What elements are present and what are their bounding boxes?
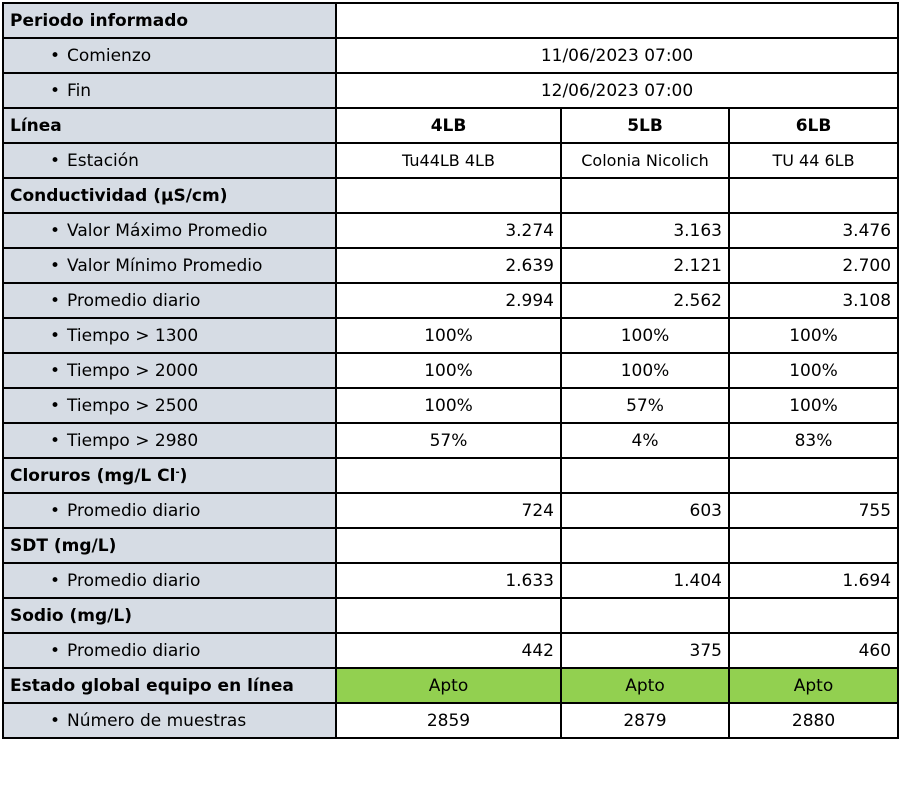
metric-value: 375 [561,633,729,668]
bullet-icon: • [50,395,61,416]
metric-label-cell [3,248,336,283]
percent-value: 100% [336,318,561,353]
status-badge: Apto [561,668,729,703]
metric-value: 1.404 [561,563,729,598]
metric-value: 2.562 [561,283,729,318]
empty-cell [561,458,729,493]
row-fin [3,73,898,108]
bullet-icon: • [50,710,61,731]
empty-cell [729,598,898,633]
sample-count: 2880 [729,703,898,738]
bullet-icon: • [50,255,61,276]
status-badge: Apto [729,668,898,703]
row-linea [3,108,898,143]
metric-label-cell [3,423,336,458]
row-valor-minimo [3,248,898,283]
bullet-icon: • [50,570,61,591]
percent-value: 100% [561,318,729,353]
empty-cell [729,458,898,493]
row-tiempo-1300 [3,318,898,353]
row-sdt [3,528,898,563]
linea-col-5lb: 5LB [561,108,729,143]
empty-cell [336,598,561,633]
bullet-icon: • [50,290,61,311]
cloruros-title-cell [3,458,336,493]
metric-label-cell [3,493,336,528]
estacion-value: Tu44LB 4LB [336,143,561,178]
bullet-icon: • [50,80,61,101]
metric-label-cell [3,633,336,668]
row-conductividad [3,178,898,213]
fin-label: Fin [67,80,92,101]
estacion-label: Estación [67,150,139,171]
metric-value: 442 [336,633,561,668]
metric-value: 724 [336,493,561,528]
sdt-title: SDT (mg/L) [3,528,336,563]
row-sodio-promedio [3,633,898,668]
row-comienzo [3,38,898,73]
metric-value: 3.476 [729,213,898,248]
percent-value: 100% [729,353,898,388]
percent-value: 100% [336,388,561,423]
metric-label: Valor Mínimo Promedio [67,255,263,276]
bullet-icon: • [50,45,61,66]
chloride-superscript: - [175,466,180,478]
row-cloruros [3,458,898,493]
row-tiempo-2980 [3,423,898,458]
row-valor-maximo [3,213,898,248]
metric-label: Tiempo > 2980 [67,430,199,451]
comienzo-label-cell [3,38,336,73]
fin-value: 12/06/2023 07:00 [336,73,898,108]
bullet-icon: • [50,430,61,451]
metric-label: Promedio diario [67,290,201,311]
empty-cell [561,598,729,633]
metric-label-cell [3,563,336,598]
percent-value: 100% [729,388,898,423]
sample-count: 2859 [336,703,561,738]
metric-value: 2.121 [561,248,729,283]
empty-cell [729,178,898,213]
percent-value: 83% [729,423,898,458]
estacion-value: Colonia Nicolich [561,143,729,178]
metric-label-cell [3,388,336,423]
linea-col-6lb: 6LB [729,108,898,143]
metric-value: 2.700 [729,248,898,283]
sodio-title: Sodio (mg/L) [3,598,336,633]
metric-value: 460 [729,633,898,668]
fin-label-cell [3,73,336,108]
bullet-icon: • [50,150,61,171]
metric-value: 3.163 [561,213,729,248]
percent-value: 57% [336,423,561,458]
percent-value: 4% [561,423,729,458]
cloruros-title: Cloruros (mg/L Cl [10,465,176,486]
row-sdt-promedio [3,563,898,598]
empty-cell [561,178,729,213]
row-periodo-informado [3,3,898,38]
metric-value: 3.108 [729,283,898,318]
metric-label: Promedio diario [67,570,201,591]
muestras-label: Número de muestras [67,710,247,731]
metric-label: Promedio diario [67,640,201,661]
metric-label-cell [3,213,336,248]
periodo-empty-cell [336,3,898,38]
row-estado-global [3,668,898,703]
row-tiempo-2000 [3,353,898,388]
bullet-icon: • [50,220,61,241]
metric-label-cell [3,353,336,388]
metric-value: 2.994 [336,283,561,318]
water-quality-report-table [2,2,899,739]
metric-label-cell [3,283,336,318]
cloruros-title-end: ) [179,465,188,486]
empty-cell [729,528,898,563]
bullet-icon: • [50,325,61,346]
row-sodio [3,598,898,633]
row-cloruros-promedio [3,493,898,528]
comienzo-label: Comienzo [67,45,152,66]
metric-value: 3.274 [336,213,561,248]
metric-value: 1.694 [729,563,898,598]
percent-value: 100% [336,353,561,388]
percent-value: 100% [729,318,898,353]
row-tiempo-2500 [3,388,898,423]
percent-value: 57% [561,388,729,423]
periodo-title: Periodo informado [3,3,336,38]
empty-cell [336,178,561,213]
metric-label-cell [3,318,336,353]
status-badge: Apto [336,668,561,703]
metric-label: Tiempo > 2000 [67,360,199,381]
percent-value: 100% [561,353,729,388]
empty-cell [336,528,561,563]
linea-col-4lb: 4LB [336,108,561,143]
metric-label: Tiempo > 2500 [67,395,199,416]
bullet-icon: • [50,500,61,521]
metric-label: Tiempo > 1300 [67,325,199,346]
estacion-label-cell [3,143,336,178]
comienzo-value: 11/06/2023 07:00 [336,38,898,73]
conductividad-title: Conductividad (µS/cm) [3,178,336,213]
metric-value: 603 [561,493,729,528]
bullet-icon: • [50,360,61,381]
bullet-icon: • [50,640,61,661]
sample-count: 2879 [561,703,729,738]
empty-cell [336,458,561,493]
metric-label: Promedio diario [67,500,201,521]
empty-cell [561,528,729,563]
estado-title: Estado global equipo en línea [3,668,336,703]
metric-value: 2.639 [336,248,561,283]
linea-label: Línea [3,108,336,143]
metric-label: Valor Máximo Promedio [67,220,268,241]
row-numero-muestras [3,703,898,738]
metric-value: 755 [729,493,898,528]
estacion-value: TU 44 6LB [729,143,898,178]
row-estacion [3,143,898,178]
metric-value: 1.633 [336,563,561,598]
row-promedio-diario-conductividad [3,283,898,318]
muestras-label-cell [3,703,336,738]
